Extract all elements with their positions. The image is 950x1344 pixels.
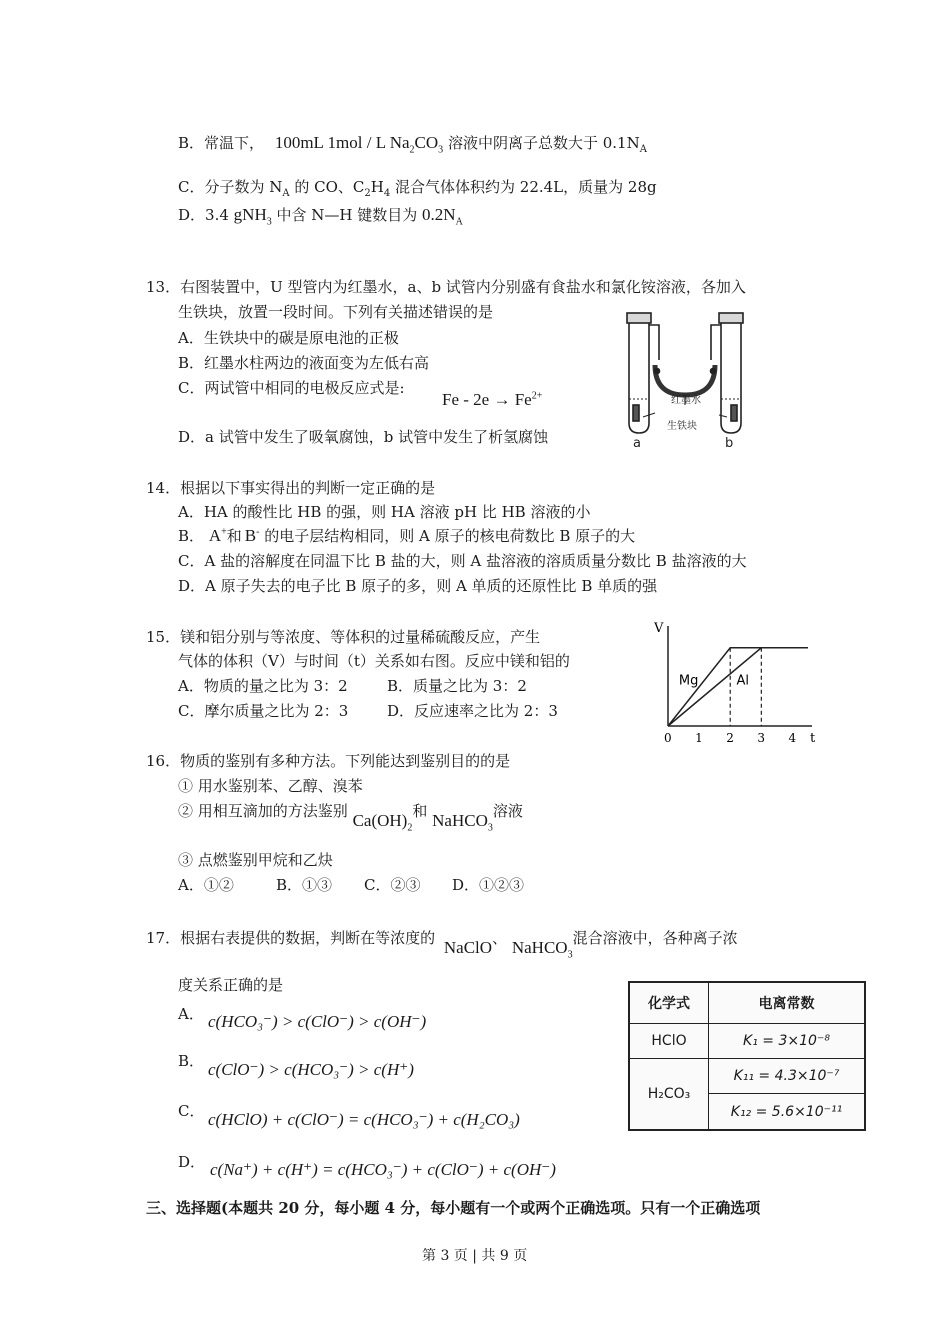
q17-option-a-label: A． xyxy=(178,1005,204,1023)
q17-option-b-label: B． xyxy=(178,1052,205,1070)
q13-stem-line1: 13．右图装置中，U 型管内为红墨水，a、b 试管内分别盛有食盐水和氯化铵溶液，各加入 xyxy=(146,278,746,296)
q16-item-1: ① 用水鉴别苯、乙醇、溴苯 xyxy=(178,777,363,795)
q15-stem-line1: 15．镁和铝分别与等浓度、等体积的过量稀硫酸反应，产生 xyxy=(146,628,541,646)
q13-option-a: A．生铁块中的碳是原电池的正极 xyxy=(178,329,399,347)
x-tick-label: 3 xyxy=(757,731,765,745)
annotation-al: Al xyxy=(736,673,749,689)
q13-option-c: C．两试管中相同的电极反应式是: xyxy=(178,379,405,397)
label-a: a xyxy=(633,436,641,450)
q14-stem: 14．根据以下事实得出的判断一定正确的是 xyxy=(146,479,436,497)
q16-option-d: D．①②③ xyxy=(452,876,525,894)
connector-left xyxy=(649,325,659,360)
section-3-heading: 三、选择题(本题共 20 分，每小题 4 分，每小题有一个或两个正确选项。只有一个正确选项 xyxy=(146,1199,761,1217)
q16-item-2: ② 用相互滴加的方法鉴别 $Ca(OH)_2$和 NaHCO$_3$溶液 xyxy=(178,802,523,834)
x-tick-label: 0 xyxy=(664,731,672,745)
page-footer: 第 3 页 | 共 9 页 xyxy=(422,1248,528,1264)
q15-option-d: D．反应速率之比为 2：3 xyxy=(387,702,558,720)
q12-b-lead: B．常温下， xyxy=(178,134,265,152)
x-axis-label: t xyxy=(810,731,815,746)
connector-right xyxy=(711,325,721,360)
q13-option-d: D．a 试管中发生了吸氧腐蚀，b 试管中发生了析氢腐蚀 xyxy=(178,428,549,446)
q16-stem: 16．物质的鉴别有多种方法。下列能达到鉴别目的的是 xyxy=(146,752,511,770)
q17-option-a-equation: c(HCO₃⁻) > c(ClO⁻) > c(OH⁻) xyxy=(208,1012,427,1031)
x-tick-label: 4 xyxy=(788,731,797,745)
u-tube-figure xyxy=(615,305,755,450)
q12-option-c: C．分子数为 $N_A$ 的 CO、$C_2H_4$ 混合气体体积约为 22.4L，质量为 28g xyxy=(178,178,657,199)
table-cell-h2co3: H₂CO₃ xyxy=(630,1059,709,1129)
q12-b-tail: 溶液中阴离子总数大于 0.1N xyxy=(447,134,640,152)
q16-option-c: C．②③ xyxy=(364,876,421,894)
q15-stem-line2: 气体的体积（V）与时间（t）关系如右图。反应中镁和铝的 xyxy=(178,652,570,670)
q12-d-value: $0.2N_A$ xyxy=(422,205,463,228)
stopper-a xyxy=(627,313,651,323)
label-iron-block: 生铁块 xyxy=(667,421,697,432)
q16-option-a: A．①② xyxy=(178,876,234,894)
iron-block-a xyxy=(633,405,639,421)
iron-block-b xyxy=(731,405,737,421)
q15-option-b: B．质量之比为 3：2 xyxy=(387,677,527,695)
label-red-ink: 红墨水 xyxy=(671,395,701,406)
q17-option-c-label: C． xyxy=(178,1102,205,1120)
stopper-b xyxy=(719,313,743,323)
q16-option-b: B．①③ xyxy=(276,876,333,894)
ionization-constant-table xyxy=(628,981,866,1131)
q17-option-d-label: D． xyxy=(178,1153,206,1171)
q17-option-b-equation: c(ClO⁻) > c(HCO₃⁻) > c(H⁺) xyxy=(208,1060,414,1079)
q16-item-3: ③ 点燃鉴别甲烷和乙炔 xyxy=(178,851,333,869)
x-tick-label: 2 xyxy=(726,731,734,745)
annotation-mg: Mg xyxy=(678,673,699,689)
q12-option-d: D．3.4 gNH$_3$ 中含 N—H 键数目为 $0.2N_A$ xyxy=(178,205,463,228)
q12-d-formula: gNH$_3$ xyxy=(233,205,272,228)
q13-option-c-equation: $Fe - 2e \to Fe^{2+}$ xyxy=(442,390,543,409)
table-header-constant: 电离常数 xyxy=(709,983,864,1024)
q12-option-b: B．常温下， 100mL 1mol / L $Na_2CO_3$ 溶液中阴离子总数大于 $0.1N_A$ xyxy=(178,133,647,156)
q13-option-b: B．红墨水柱两边的液面变为左低右高 xyxy=(178,354,430,372)
q14-option-a: A．HA 的酸性比 HB 的强，则 HA 溶液 pH 比 HB 溶液的小 xyxy=(178,503,591,521)
q12-b-formula: 100mL 1mol / L $Na_2CO_3$ xyxy=(274,133,444,156)
x-tick-label: 1 xyxy=(695,731,703,745)
table-header-formula: 化学式 xyxy=(630,983,709,1024)
table-cell-h2co3-k2: K₁₂ = 5.6×10⁻¹¹ xyxy=(730,1103,843,1120)
q17-stem-line2: 度关系正确的是 xyxy=(178,976,284,994)
q14-option-c: C．A 盐的溶解度在同温下比 B 盐的大，则 A 盐溶液的溶质质量分数比 B 盐溶液的大 xyxy=(178,552,747,570)
q17-option-c-equation: c(HClO) + c(ClO⁻) = c(HCO₃⁻) + c(H₂CO₃) xyxy=(208,1110,520,1129)
q15-option-a: A．物质的量之比为 3：2 xyxy=(178,677,348,695)
table-cell-hclo: HClO xyxy=(630,1024,709,1059)
label-b: b xyxy=(725,436,734,450)
table-cell-hclo-k: K₁ = 3×10⁻⁸ xyxy=(709,1024,864,1059)
table-cell-h2co3-k1: K₁₁ = 4.3×10⁻⁷ xyxy=(709,1059,864,1094)
q14-option-b: B． A+和 B- 的电子层结构相同，则 A 原子的核电荷数比 B 原子的大 xyxy=(178,526,636,545)
y-axis-label: V xyxy=(654,622,664,636)
volume-time-chart xyxy=(650,622,815,750)
q17-option-d-equation: c(Na⁺) + c(H⁺) = c(HCO₃⁻) + c(ClO⁻) + c(OH⁻) xyxy=(210,1160,556,1179)
q17-stem-line1: 17．根据右表提供的数据，判断在等浓度的 NaClO、 NaHCO$_3$混合溶液中，各种离子浓 xyxy=(146,929,738,961)
q15-option-c: C．摩尔质量之比为 2：3 xyxy=(178,702,349,720)
q13-stem-line2: 生铁块，放置一段时间。下列有关描述错误的是 xyxy=(178,303,494,321)
q14-option-d: D．A 原子失去的电子比 B 原子的多，则 A 单质的还原性比 B 单质的强 xyxy=(178,577,658,595)
